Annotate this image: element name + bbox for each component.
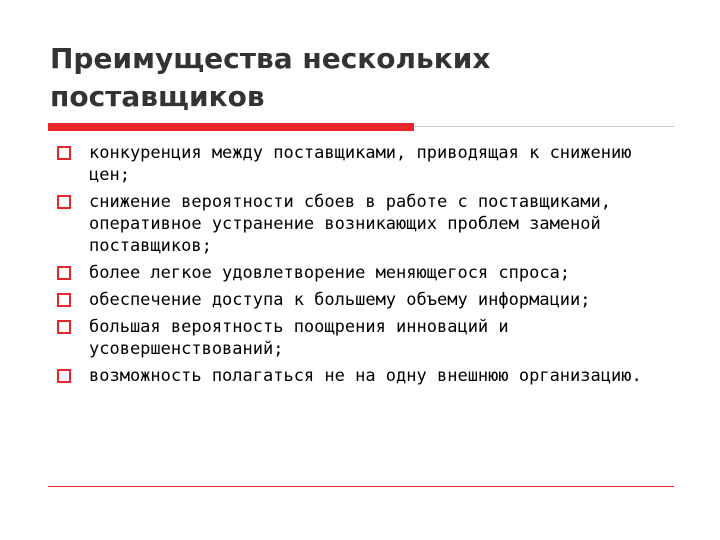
- title-accent-bar: [48, 123, 414, 131]
- footer-divider: [48, 486, 674, 487]
- hollow-square-icon: [57, 293, 71, 307]
- list-item: [57, 365, 677, 387]
- hollow-square-icon: [57, 146, 71, 160]
- bullet-text: обеспечение доступа к большему объему информации;: [89, 290, 591, 310]
- bullet-text: возможность полагаться не на одну внешнюю организацию.: [89, 366, 642, 386]
- list-item: [57, 289, 677, 311]
- list-item: [57, 262, 677, 284]
- list-item: [57, 316, 677, 360]
- bullet-text: большая вероятность поощрения инноваций и усовершенствований;: [89, 317, 509, 359]
- bullet-text: снижение вероятности сбоев в работе с поставщиками, оперативное устранение возникающих проблем заменой поставщиков;: [89, 192, 611, 256]
- bullet-text: более легкое удовлетворение меняющегося спроса;: [89, 263, 571, 283]
- slide-title: Преимущества нескольких поставщиков: [50, 42, 491, 113]
- hollow-square-icon: [57, 369, 71, 383]
- hollow-square-icon: [57, 195, 71, 209]
- bullet-text: конкуренция между поставщиками, приводящая к снижению цен;: [89, 143, 632, 185]
- list-item: [57, 191, 677, 257]
- list-item: [57, 142, 677, 186]
- hollow-square-icon: [57, 320, 71, 334]
- hollow-square-icon: [57, 266, 71, 280]
- bullet-list: [57, 142, 677, 392]
